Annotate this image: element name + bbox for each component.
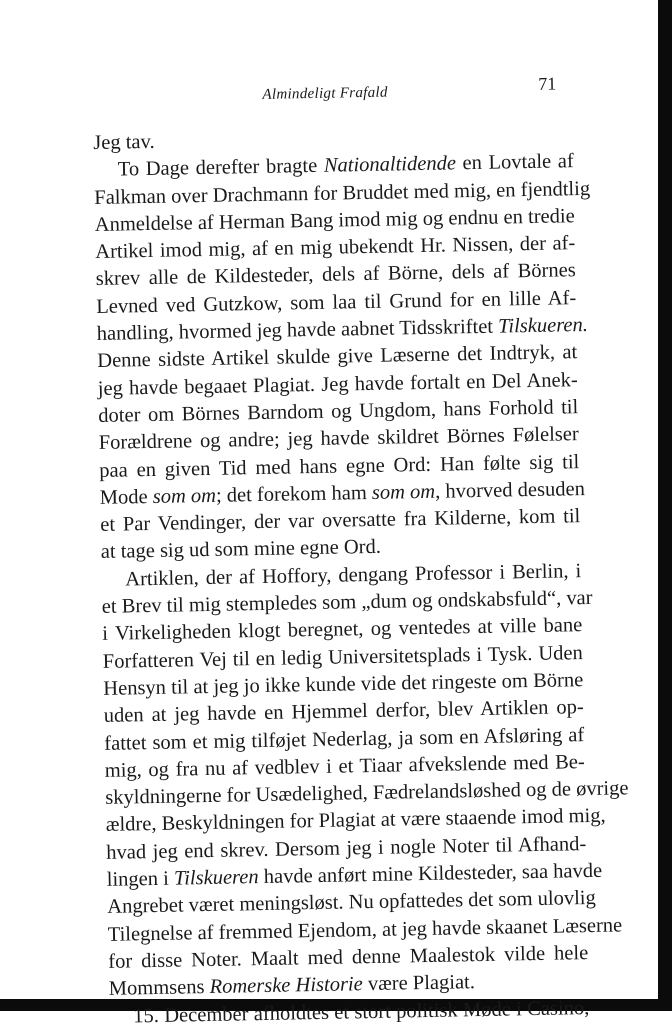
text-line: Hensyn til at jeg jo ikke kunde vide det ringeste om Börne: [103, 669, 584, 700]
text-line: skrev alle de Kildesteder, dels af Börne, dels af Börnes: [95, 259, 576, 291]
text-line: at tage sig ud som mine egne Ord.: [100, 536, 382, 564]
publication-title: Tilskueren.: [497, 314, 589, 338]
text-line: Jeg tav.: [93, 130, 155, 154]
text-line: skyldningerne for Usædelighed, Fædrelandsløshed og de øvrige: [105, 777, 629, 810]
text-line: Denne sidste Artikel skulde give Læserne det Indtryk, at: [97, 341, 578, 373]
text-segment: Mommsens: [108, 976, 210, 1001]
text-line: Forældrene og andre; jeg havde skildret Börnes Følelser: [98, 423, 579, 455]
text-line: Artiklen, der af Hoffory, dengang Professor i Berlin, i: [125, 559, 582, 591]
text-line: jeg havde begaaet Plagiat. Jeg havde fortalt en Del Anek-: [97, 368, 578, 400]
running-header: Almindeligt Frafald: [262, 84, 388, 103]
text-line: Falkman over Drachmann for Bruddet med mig, en fjendtlig: [94, 177, 591, 209]
text-line: Anmeldelse af Herman Bang imod mig og endnu en tredie: [94, 205, 575, 236]
text-line: paa en given Tid med hans egne Ord: Han følte sig til: [99, 450, 580, 482]
text-line: ældre, Beskyldningen for Plagiat at være staaende imod mig,: [105, 805, 606, 837]
publication-title: Nationaltidende: [323, 152, 457, 178]
text-segment: en Lovtale af: [455, 150, 574, 175]
text-segment: handling, hvormed jeg havde aabnet Tidsskriftet: [96, 315, 499, 346]
text-line: et Brev til mig stempledes som „dum og ondskabsfuld“, var: [101, 586, 593, 618]
text-line: et Par Vendinger, der var oversatte fra Kilderne, kom til: [100, 505, 581, 537]
text-segment: være Plagiat.: [362, 971, 476, 996]
body-text: [93, 121, 629, 1030]
text-line: 15. December afholdtes et stort politisk Møde i Casino,: [133, 996, 590, 1027]
text-line: Artikel imod mig, af en mig ubekendt Hr. Nissen, der af-: [95, 232, 576, 264]
publication-title: Tilskueren: [173, 866, 259, 890]
text-line: for disse Noter. Maalt med denne Maalestok vilde hele: [108, 941, 589, 973]
text-line: Forfatteren Vej til en ledig Universitetsplads i Tysk. Uden: [102, 641, 583, 673]
text-line: mig, og fra nu af vedblev i et Tiaar afvekslende med Be-: [104, 750, 585, 782]
page-number: 71: [538, 73, 557, 94]
text-segment: havde anført mine Kildesteder, saa havde: [258, 859, 603, 889]
text-line: fattet som et mig tilføjet Nederlag, ja som en Afsløring af: [104, 723, 585, 755]
text-line: i Virkeligheden klogt beregnet, og ventedes at ville bane: [102, 614, 583, 646]
emphasis: som om: [371, 480, 436, 504]
text-line: uden at jeg havde en Hjemmel derfor, blev Artiklen op-: [103, 696, 584, 728]
scan-edge-right: [658, 0, 672, 1011]
text-segment: , hvorved desuden: [434, 477, 586, 503]
text-segment: lingen i: [106, 867, 175, 891]
text-segment: Mode: [99, 485, 153, 509]
book-page: [92, 63, 629, 1027]
text-line: Tilegnelse af fremmed Ejendom, at jeg havde skaanet Læserne: [107, 914, 623, 946]
text-line: doter om Börnes Barndom og Ungdom, hans Forhold til: [98, 396, 579, 427]
emphasis: som om: [152, 484, 217, 508]
text-segment: ; det forekom ham: [215, 481, 373, 507]
text-line: Levned ved Gutzkow, som laa til Grund for en lille Af-: [96, 286, 577, 318]
text-segment: To Dage derefter bragte: [117, 155, 325, 181]
text-line: Angrebet været meningsløst. Nu opfattedes det som ulovlig: [107, 887, 596, 919]
book-title: Romerske Historie: [209, 973, 363, 999]
text-line: hvad jeg end skrev. Dersom jeg i nogle Noter til Afhand-: [106, 832, 587, 864]
